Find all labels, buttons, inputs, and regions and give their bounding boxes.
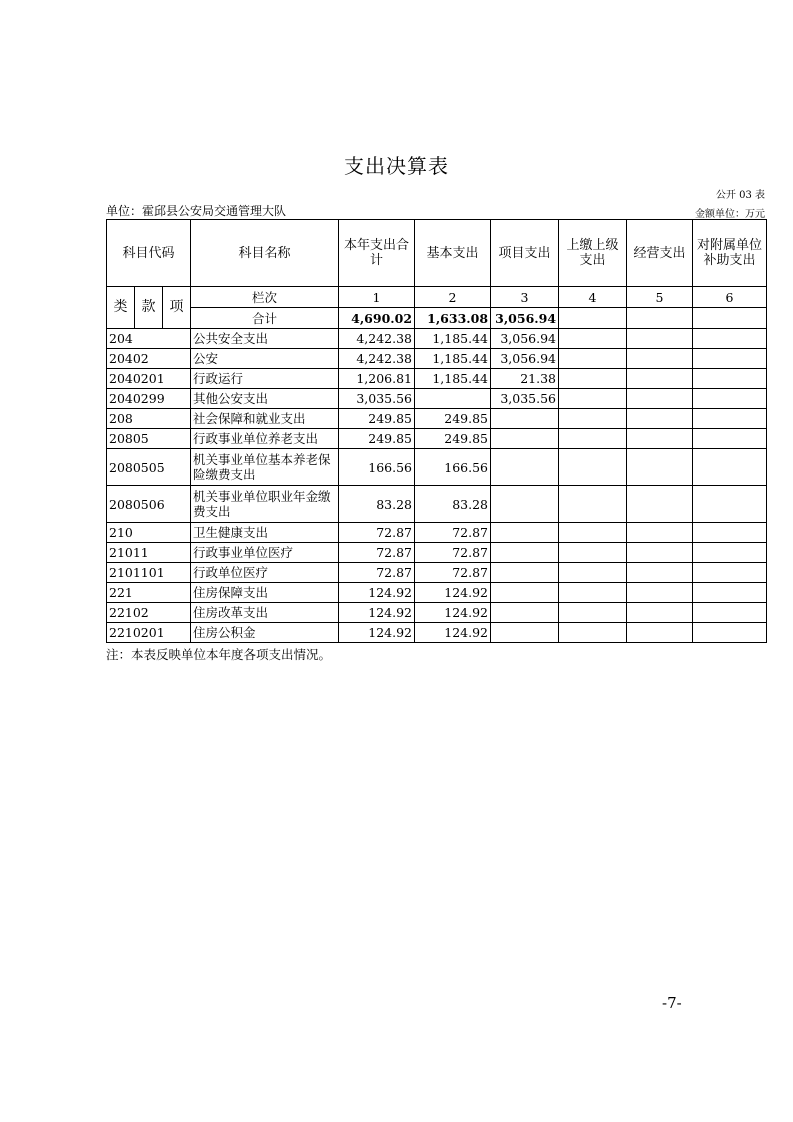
row-total: 249.85 — [339, 429, 415, 449]
row-subsidy — [693, 429, 767, 449]
row-name: 其他公安支出 — [191, 389, 339, 409]
row-name: 公安 — [191, 349, 339, 369]
table-row — [107, 349, 767, 369]
row-total: 4,242.38 — [339, 349, 415, 369]
header-upper: 上缴上级支出 — [559, 220, 627, 287]
row-upper — [559, 563, 627, 583]
header-business: 经营支出 — [627, 220, 693, 287]
total-business — [627, 308, 693, 329]
row-name: 行政事业单位养老支出 — [191, 429, 339, 449]
table-row — [107, 409, 767, 429]
row-upper — [559, 523, 627, 543]
header-subsidy: 对附属单位补助支出 — [693, 220, 767, 287]
row-upper — [559, 369, 627, 389]
row-basic: 72.87 — [415, 563, 491, 583]
row-code: 2210201 — [107, 623, 191, 643]
row-total: 83.28 — [339, 486, 415, 523]
row-upper — [559, 409, 627, 429]
row-project — [491, 449, 559, 486]
row-name: 社会保障和就业支出 — [191, 409, 339, 429]
row-business — [627, 523, 693, 543]
table-row — [107, 523, 767, 543]
row-subsidy — [693, 409, 767, 429]
total-label: 合计 — [191, 308, 339, 329]
col-num-1: 1 — [339, 287, 415, 308]
row-business — [627, 543, 693, 563]
header-lanci: 栏次 — [191, 287, 339, 308]
row-business — [627, 369, 693, 389]
expenditure-table — [106, 219, 767, 643]
row-basic: 166.56 — [415, 449, 491, 486]
currency-unit-label: 金额单位：万元 — [695, 209, 765, 220]
row-subsidy — [693, 603, 767, 623]
page-number: -7- — [662, 994, 682, 1012]
table-row — [107, 486, 767, 523]
header-xiang: 项 — [163, 287, 191, 329]
row-subsidy — [693, 389, 767, 409]
row-code: 221 — [107, 583, 191, 603]
row-code: 2040299 — [107, 389, 191, 409]
row-total: 249.85 — [339, 409, 415, 429]
row-business — [627, 563, 693, 583]
row-business — [627, 349, 693, 369]
row-code: 2080506 — [107, 486, 191, 523]
total-subsidy — [693, 308, 767, 329]
row-total: 72.87 — [339, 563, 415, 583]
row-subsidy — [693, 563, 767, 583]
col-num-6: 6 — [693, 287, 767, 308]
row-business — [627, 603, 693, 623]
header-name: 科目名称 — [191, 220, 339, 287]
row-basic: 124.92 — [415, 603, 491, 623]
row-project — [491, 543, 559, 563]
row-subsidy — [693, 369, 767, 389]
row-upper — [559, 449, 627, 486]
row-total: 72.87 — [339, 543, 415, 563]
row-total: 72.87 — [339, 523, 415, 543]
row-total: 4,242.38 — [339, 329, 415, 349]
row-code: 20402 — [107, 349, 191, 369]
header-code: 科目代码 — [107, 220, 191, 287]
row-code: 210 — [107, 523, 191, 543]
header-lei: 类 — [107, 287, 135, 329]
row-project: 3,056.94 — [491, 349, 559, 369]
col-num-2: 2 — [415, 287, 491, 308]
row-basic — [415, 389, 491, 409]
row-project: 3,035.56 — [491, 389, 559, 409]
row-business — [627, 623, 693, 643]
row-name: 机关事业单位职业年金缴费支出 — [191, 486, 339, 523]
row-project — [491, 486, 559, 523]
row-basic: 1,185.44 — [415, 329, 491, 349]
row-business — [627, 449, 693, 486]
row-name: 住房保障支出 — [191, 583, 339, 603]
table-row — [107, 449, 767, 486]
row-upper — [559, 429, 627, 449]
header-row — [107, 220, 767, 287]
header-project: 项目支出 — [491, 220, 559, 287]
total-basic: 1,633.08 — [415, 308, 491, 329]
row-project: 3,056.94 — [491, 329, 559, 349]
row-upper — [559, 486, 627, 523]
page-title: 支出决算表 — [344, 154, 449, 178]
row-name: 行政单位医疗 — [191, 563, 339, 583]
table-row — [107, 563, 767, 583]
row-basic: 72.87 — [415, 543, 491, 563]
row-total: 1,206.81 — [339, 369, 415, 389]
row-total: 124.92 — [339, 603, 415, 623]
row-project — [491, 603, 559, 623]
row-upper — [559, 389, 627, 409]
row-project — [491, 583, 559, 603]
row-upper — [559, 623, 627, 643]
row-upper — [559, 603, 627, 623]
row-subsidy — [693, 623, 767, 643]
table-row — [107, 603, 767, 623]
header-total: 本年支出合计 — [339, 220, 415, 287]
row-total: 166.56 — [339, 449, 415, 486]
row-basic: 83.28 — [415, 486, 491, 523]
row-subsidy — [693, 449, 767, 486]
row-code: 2040201 — [107, 369, 191, 389]
row-subsidy — [693, 329, 767, 349]
row-name: 行政事业单位医疗 — [191, 543, 339, 563]
row-business — [627, 486, 693, 523]
total-total: 4,690.02 — [339, 308, 415, 329]
row-basic: 72.87 — [415, 523, 491, 543]
table-row — [107, 389, 767, 409]
table-row — [107, 623, 767, 643]
column-number-row — [107, 287, 767, 308]
table-row — [107, 429, 767, 449]
row-basic: 249.85 — [415, 429, 491, 449]
header-kuan: 款 — [135, 287, 163, 329]
total-project: 3,056.94 — [491, 308, 559, 329]
row-project — [491, 623, 559, 643]
row-upper — [559, 543, 627, 563]
row-project: 21.38 — [491, 369, 559, 389]
row-name: 公共安全支出 — [191, 329, 339, 349]
total-row — [107, 308, 767, 329]
row-subsidy — [693, 543, 767, 563]
row-project — [491, 409, 559, 429]
row-basic: 124.92 — [415, 623, 491, 643]
table-note: 注：本表反映单位本年度各项支出情况。 — [106, 647, 332, 662]
row-basic: 1,185.44 — [415, 349, 491, 369]
row-code: 22102 — [107, 603, 191, 623]
row-project — [491, 429, 559, 449]
row-code: 208 — [107, 409, 191, 429]
row-project — [491, 523, 559, 543]
row-business — [627, 429, 693, 449]
row-business — [627, 409, 693, 429]
table-row — [107, 583, 767, 603]
row-upper — [559, 583, 627, 603]
row-name: 住房改革支出 — [191, 603, 339, 623]
row-subsidy — [693, 583, 767, 603]
row-business — [627, 389, 693, 409]
row-upper — [559, 349, 627, 369]
form-number: 公开 03 表 — [715, 190, 765, 201]
row-total: 124.92 — [339, 623, 415, 643]
row-code: 2080505 — [107, 449, 191, 486]
row-basic: 124.92 — [415, 583, 491, 603]
row-project — [491, 563, 559, 583]
table-row — [107, 329, 767, 349]
table-row — [107, 543, 767, 563]
col-num-4: 4 — [559, 287, 627, 308]
row-code: 20805 — [107, 429, 191, 449]
row-upper — [559, 329, 627, 349]
total-upper — [559, 308, 627, 329]
col-num-3: 3 — [491, 287, 559, 308]
row-name: 机关事业单位基本养老保险缴费支出 — [191, 449, 339, 486]
row-total: 3,035.56 — [339, 389, 415, 409]
unit-label: 单位：霍邱县公安局交通管理大队 — [106, 204, 287, 218]
row-code: 21011 — [107, 543, 191, 563]
row-business — [627, 583, 693, 603]
row-subsidy — [693, 523, 767, 543]
row-basic: 1,185.44 — [415, 369, 491, 389]
row-name: 卫生健康支出 — [191, 523, 339, 543]
header-basic: 基本支出 — [415, 220, 491, 287]
table-row — [107, 369, 767, 389]
row-name: 行政运行 — [191, 369, 339, 389]
row-basic: 249.85 — [415, 409, 491, 429]
col-num-5: 5 — [627, 287, 693, 308]
row-business — [627, 329, 693, 349]
row-code: 2101101 — [107, 563, 191, 583]
row-total: 124.92 — [339, 583, 415, 603]
row-subsidy — [693, 486, 767, 523]
row-code: 204 — [107, 329, 191, 349]
row-name: 住房公积金 — [191, 623, 339, 643]
row-subsidy — [693, 349, 767, 369]
